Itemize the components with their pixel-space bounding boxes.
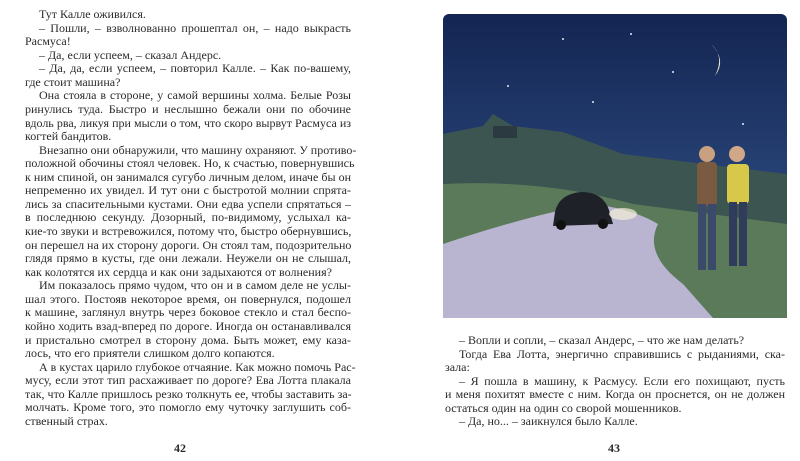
- text-line: ринулись туда. Быстро и неслышно бежали они по обочине: [25, 101, 351, 116]
- text-line: молчать. Кроме того, это помогло ему чуточку заглушить соб-: [25, 400, 351, 415]
- text-line: Она стояла в стороне, у самой вершины холма. Белые Розы: [39, 88, 351, 103]
- right-page-text: [445, 334, 785, 429]
- text-line: где стоит машина?: [25, 74, 121, 89]
- page-number-left: 42: [174, 441, 186, 455]
- page-number-right: 43: [608, 441, 620, 455]
- text-line: как колотятся их сердца и как они задыхаются от волнения?: [25, 264, 332, 279]
- text-line: положной обочины стоял человек. Но, к счастью, повернувшись: [25, 156, 355, 171]
- text-line: вдоль рва, ликуя при мысли о том, что скоро вырвут Расмуса из: [25, 115, 351, 130]
- text-line: непременно их увидел. И тут они с быстротой молнии спрята-: [25, 183, 351, 198]
- house: [493, 126, 517, 138]
- text-line: и меня похитят вместе с ним. Когда он проснется, он не должен: [445, 387, 785, 402]
- text-line: зала:: [445, 360, 470, 375]
- text-line: мусу, если этот тип расхаживает по дороге? Ева Лотта плакала: [25, 373, 351, 388]
- text-line: остаться один на один со сворой мошенников.: [445, 400, 682, 415]
- text-line: Внезапно они обнаружили, что машину охраняют. У противо-: [39, 142, 357, 157]
- text-line: он перешел на их сторону дороги. Он стоял там, подозрительно: [25, 237, 352, 252]
- text-line: Тогда Ева Лотта, энергично справившись с рыданиями, ска-: [459, 346, 785, 361]
- text-line: Им показалось прямо чудом, что он и в самом деле не услы-: [39, 278, 351, 293]
- text-line: – Вопли и сопли, – сказал Андерс, – что же нам делать?: [459, 333, 745, 347]
- text-line: лось, что его приятели слишком долго копаются.: [25, 346, 275, 361]
- text-line: к машине, заглянул внутрь через боковое стекло и стал беспо-: [25, 305, 351, 320]
- text-line: когтей бандитов.: [25, 129, 112, 144]
- text-line: – Да, но... – заикнулся было Калле.: [459, 414, 638, 429]
- text-line: шал этого. Постояв некоторое время, он повернулся, подошел: [25, 291, 351, 306]
- text-line: глядя прямо в кусты, где они лежали. Неужели он не слышал,: [25, 251, 351, 266]
- left-page-text: [25, 7, 357, 428]
- right-page: [400, 0, 800, 461]
- text-line: койно ходить взад-вперед по дороге. Иногда он останавливался: [25, 318, 351, 333]
- text-line: лись за спасительными кустами. Они едва успели спрятаться –: [25, 196, 351, 211]
- text-line: Тут Калле оживился.: [39, 7, 146, 21]
- text-line: кие-то звуки и встревожился, потому что, быстро обернувшись,: [25, 224, 352, 238]
- text-line: ственный страх.: [25, 413, 108, 428]
- text-line: Расмуса!: [25, 34, 71, 49]
- text-line: к ним спиной, он занимался сугубо личным делом, иначе бы он: [25, 169, 351, 184]
- text-line: – Да, да, если успеем, – повторил Калле. – Как по-вашему,: [39, 61, 351, 76]
- text-line: – Я пошла в машину, к Расмусу. Если его похищают, пусть: [459, 373, 785, 388]
- text-line: и пристально смотрел в сторону дома. Быть может, ему каза-: [25, 332, 351, 347]
- text-line: так, что Калле пришлось резко толкнуть ее, чтобы заставить за-: [25, 386, 352, 401]
- night-road-illustration: [443, 14, 787, 318]
- text-line: в последнюю секунду. Дозорный, по-видимому, услыхал ка-: [25, 210, 351, 225]
- text-line: – Да, если успеем, – сказал Андерс.: [39, 47, 222, 62]
- text-line: А в кустах царило глубокое отчаяние. Как можно помочь Рас-: [39, 359, 356, 374]
- text-line: – Пошли, – взволнованно прошептал он, – надо выкрасть: [39, 20, 351, 35]
